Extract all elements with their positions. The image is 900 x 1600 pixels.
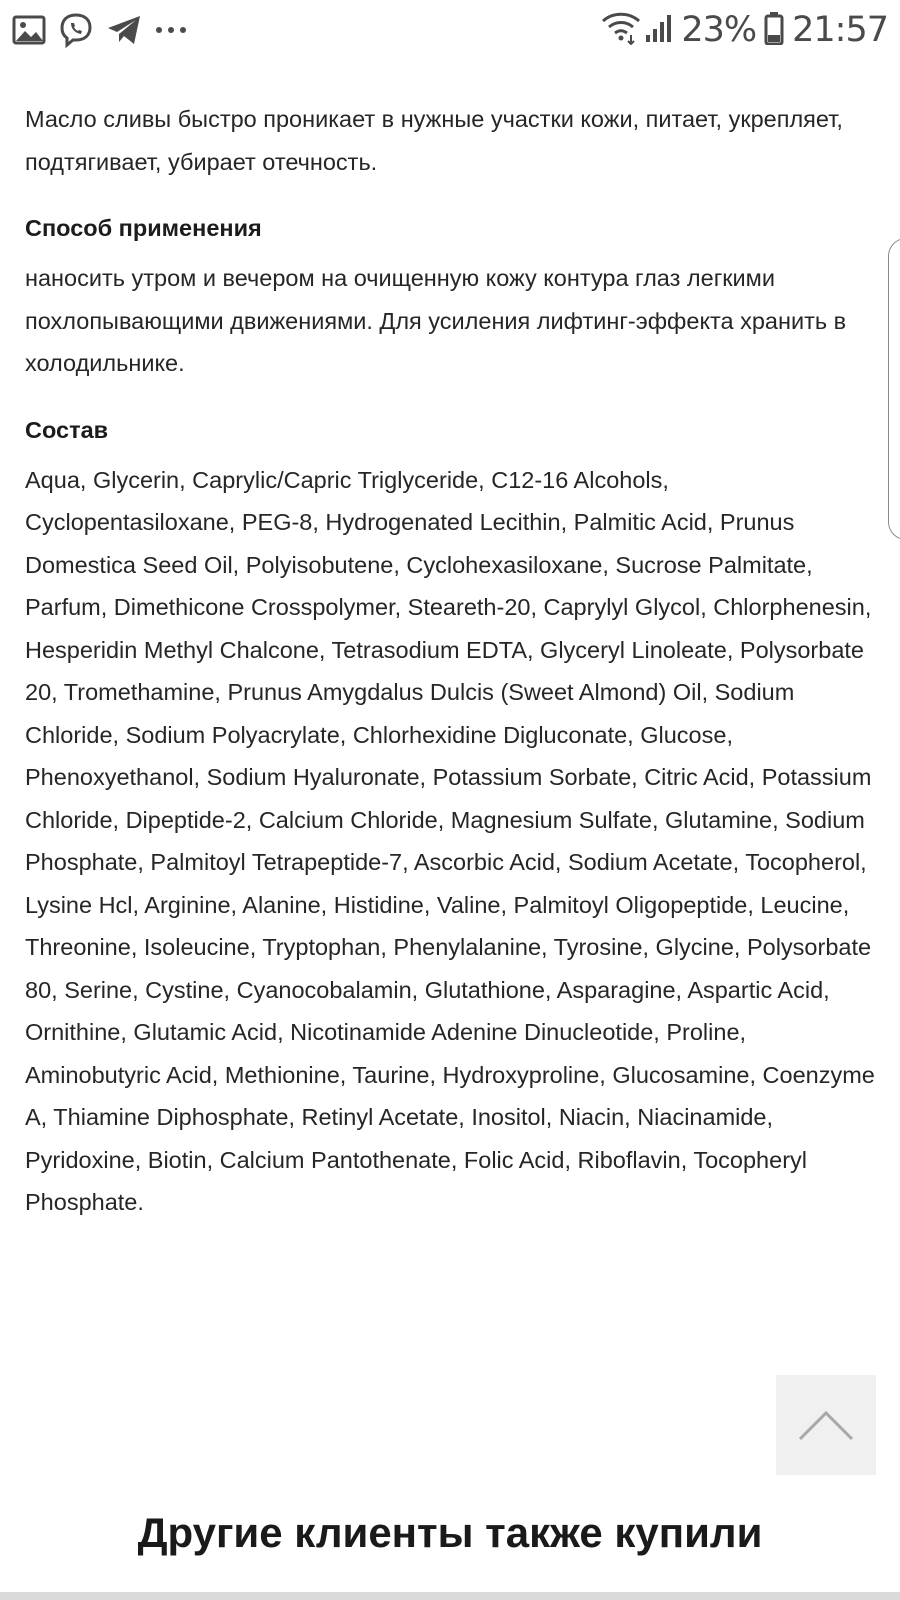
telegram-icon xyxy=(106,14,142,46)
chevron-up-icon xyxy=(798,1409,854,1441)
more-icon xyxy=(154,25,188,35)
battery-icon xyxy=(764,11,784,50)
notification-icons xyxy=(12,10,200,50)
status-bar xyxy=(0,0,900,58)
scroll-to-top-button[interactable] xyxy=(776,1375,876,1475)
wifi-icon xyxy=(601,11,641,50)
battery-percent: 23% xyxy=(681,10,757,50)
bottom-divider xyxy=(0,1592,900,1600)
related-section-title: Другие клиенты также купили xyxy=(137,1509,763,1556)
clock: 21:57 xyxy=(792,10,888,50)
gallery-icon xyxy=(12,15,46,45)
intro-paragraph: Масло сливы быстро проникает в нужные участки кожи, питает, укрепляет, подтягивает, убирает отечность. xyxy=(25,106,843,175)
composition-heading: Состав xyxy=(25,416,109,443)
composition-paragraph: Aqua, Glycerin, Caprylic/Capric Triglyceride, C12-16 Alcohols, Cyclopentasiloxane, PEG-8, Hydrogenated Lecithin, Palmitic Acid, Prunus Domestica Seed Oil, Polyisobutene, Cyclohexasiloxane, Sucrose Palmitate, Parfum, Dimethicone Crosspolymer, Steareth-20, Caprylyl Glycol, Chlorphenesin, Hesperidin Methyl Chalcone, Tetrasodium EDTA, Glyceryl Linoleate, Polysorbate 20, Tromethamine, Prunus Amygdalus Dulcis (Sweet Almond) Oil, Sodium Chloride, Sodium Polyacrylate, Chlorhexidine Digluconate, Glucose, Phenoxyethanol, Sodium Hyaluronate, Potassium Sorbate, Citric Acid, Potassium Chloride, Dipeptide-2, Calcium Chloride, Magnesium Sulfate, Glutamine, Sodium Phosphate, Palmitoyl Tetrapeptide-7, Ascorbic Acid, Sodium Acetate, Tocopherol, Lysine Hcl, Arginine, Alanine, Histidine, Valine, Palmitoyl Oligopeptide, Leucine, Threonine, Isoleucine, Tryptophan, Phenylalanine, Tyrosine, Glycine, Polysorbate 80, Serine, Cystine, Cyanocobalamin, Glutathione, Asparagine, Aspartic Acid, Ornithine, Glutamic Acid, Nicotinamide Adenine Dinucleotide, Proline, Aminobutyric Acid, Methionine, Taurine, Hydroxyproline, Glucosamine, Coenzyme A, Thiamine Diphosphate, Retinyl Acetate, Inositol, Niacin, Niacinamide, Pyridoxine, Biotin, Calcium Pantothenate, Folic Acid, Riboflavin, Tocopheryl Phosphate. xyxy=(25,466,875,1215)
usage-paragraph: наносить утром и вечером на очищенную кожу контура глаз легкими похлопывающими движениями. Для усиления лифтинг-эффекта хранить в холодильнике. xyxy=(25,265,847,376)
product-description xyxy=(25,98,880,1224)
usage-heading: Способ применения xyxy=(25,215,262,241)
signal-icon xyxy=(645,13,675,48)
viber-icon xyxy=(58,12,94,48)
system-icons xyxy=(601,8,888,52)
edge-panel-handle[interactable] xyxy=(888,238,900,540)
